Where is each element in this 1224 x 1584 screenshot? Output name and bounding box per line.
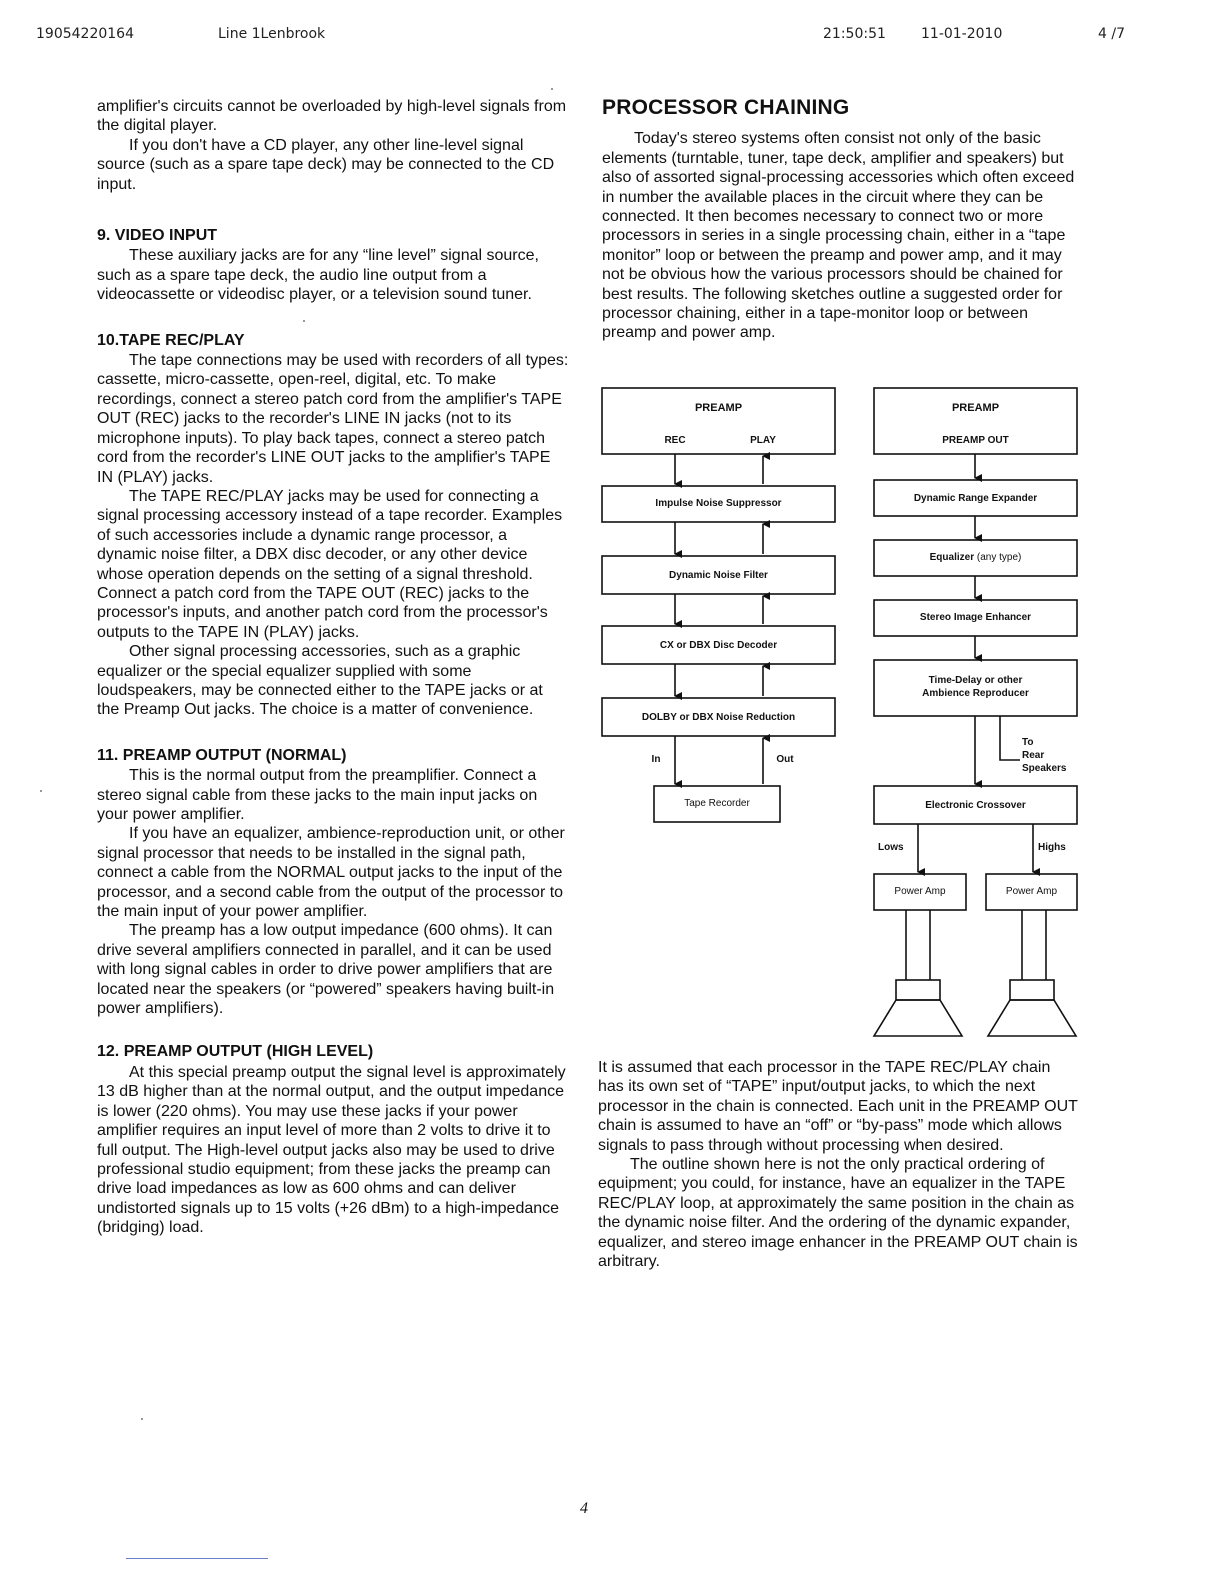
speaker-right-cone [988,1000,1076,1036]
speaker-left-magnet [896,980,940,1000]
intro-paragraph-2: If you don't have a CD player, any other line-level signal source (such as a spare tape deck) may be connected to the CD input. [97,136,555,193]
in-label: In [651,754,661,765]
fax-header [0,26,1224,46]
right-column [602,98,1080,343]
out-label: Out [776,754,794,765]
equalizer-name: Equalizer [929,552,975,563]
play-label: PLAY [750,435,776,446]
section-9-title: 9. VIDEO INPUT [97,227,218,245]
range-expander-label: Dynamic Range Expander [913,493,1038,504]
fax-line: Line 1Lenbrook [218,26,326,42]
processor-chaining-title: PROCESSOR CHAINING [602,96,850,119]
rec-label: REC [664,435,686,446]
section-11-paragraph-2: If you have an equalizer, ambience-reproduction unit, or other signal processor that needs to be installed in the signal path, connect a cable from the NORMAL output jacks to the input of the processor, and a second cable from the output of the processor to the main input of your power amplifier. [97,825,565,921]
lows-label: Lows [878,842,904,853]
processor-chaining-paragraph-2: It is assumed that each processor in the TAPE REC/PLAY chain has its own set of “TAPE” input/output jacks, to which the next processor in the chain is connected. Each unit in the PREAMP OUT chain is assumed to have an “off” or “by-pass” mode which allows signals to pass through without processing when desired. [598,1059,1078,1154]
page-number: 4 [580,1500,588,1517]
processor-chaining-paragraph-1: Today's stereo systems often consist not only of the basic elements (turntable, tuner, tape deck, amplifier and speakers) but also of assorted signal-processing accessories which often exceed in number the available places in the circuit where they can be connected. It then becomes necessary to connect two or more processors in series in a single processing chain, either in a “tape monitor” loop or between the preamp and power amp, and it may not be obvious how the various processors should be chained for best results. The following sketches outline a suggested order for processor chaining, either in a tape-monitor loop or between preamp and power amp. [602,130,1075,342]
noise-reduction-label: DOLBY or DBX Noise Reduction [641,712,796,723]
scan-speck [141,1418,143,1420]
section-11-title: 11. PREAMP OUTPUT (NORMAL) [97,746,347,764]
section-12-title: 12. PREAMP OUTPUT (HIGH LEVEL) [97,1043,374,1061]
image-enhancer-label: Stereo Image Enhancer [919,612,1032,623]
crossover-label: Electronic Crossover [925,800,1026,811]
right-column-bottom [598,1058,1078,1271]
section-10-paragraph-1: The tape connections may be used with recorders of all types: cassette, micro-cassette, open-reel, digital, etc. To make recordings, connect a stereo patch cord from the amplifier's TAPE OUT (REC) jacks to the recorder's LINE IN jacks (not to its microphone inputs). To play back tapes, connect a stereo patch cord from the recorder's LINE OUT jacks to the amplifier's TAPE IN (PLAY) jacks. [97,352,569,486]
speaker-left-cone [874,1000,962,1036]
disc-decoder-label: CX or DBX Disc Decoder [659,640,778,651]
to-label: To [1022,737,1034,748]
fax-page: 4 /7 [1098,26,1125,42]
rear-label: Rear [1022,750,1045,761]
equalizer-label [874,551,1077,564]
tape-preamp-box [602,388,835,454]
ambience-label-line-2: Ambience Reproducer [922,688,1029,699]
scan-speck [303,320,305,322]
section-10-paragraph-3: Other signal processing accessories, such as a graphic equalizer or the special equalizer supplied with some loudspeakers, may be connected either to the TAPE jacks or at the Preamp Out jacks. The choice is a matter of convenience. [97,643,543,719]
section-10-title: 10.TAPE REC/PLAY [97,331,245,349]
scan-speck [40,790,42,792]
section-9-paragraph: These auxiliary jacks are for any “line level” signal source, such as a spare tape deck, the audio line output from a videocassette or videodisc player, or a television sound tuner. [97,247,539,304]
tape-preamp-label: PREAMP [694,402,743,414]
processor-chaining-paragraph-3: The outline shown here is not the only practical ordering of equipment; you could, for instance, have an equalizer in the TAPE REC/PLAY loop, at approximately the same position in the chain as the dynamic noise filter. And the ordering of the dynamic expander, equalizer, and stereo image enhancer in the PREAMP OUT chain is arbitrary. [598,1156,1078,1271]
fax-date: 11-01-2010 [921,26,1003,42]
dynamic-noise-label: Dynamic Noise Filter [669,570,768,581]
section-11-paragraph-3: The preamp has a low output impedance (600 ohms). It can drive several amplifiers connected in parallel, and it can be used with long signal cables in order to drive power amplifiers that are located near the speakers (or “powered” speakers having built-in power amplifiers). [97,922,555,1018]
processor-chain-diagram [600,380,1082,1040]
fax-number: 19054220164 [36,26,134,42]
power-amp-left-label: Power Amp [894,886,946,897]
preamp-label: PREAMP [951,402,1000,414]
diagram-lines [600,380,1082,1040]
tape-recorder-label: Tape Recorder [684,798,750,809]
section-12-paragraph: At this special preamp output the signal level is approximately 13 dB higher than at the normal output, and the output impedance is lower (220 ohms). You may use these jacks if your power amplifier requires an input level of more than 2 volts to drive it to full output. The High-level output jacks also may be used to drive professional studio equipment; from these jacks the preamp can drive load impedances as low as 600 ohms and can deliver undistorted signals up to 15 volts (+26 dBm) to a high-impedance (bridging) load. [97,1063,566,1237]
power-amp-right-label: Power Amp [1005,886,1058,897]
scan-speck [551,88,553,90]
speakers-label: Speakers [1022,763,1067,774]
section-10-paragraph-2: The TAPE REC/PLAY jacks may be used for connecting a signal processing accessory instead of a tape recorder. Examples of such accessories include a dynamic range processor, a dynamic noise filter, a DBX disc decoder, or any other device whose operation depends on the setting of a signal threshold. Connect a patch cord from the TAPE OUT (REC) jacks to the processor's inputs, and another patch cord from the processor's outputs to the TAPE IN (PLAY) jacks. [97,487,563,641]
preamp-out-label: PREAMP OUT [942,435,1009,446]
intro-paragraph-1: amplifier's circuits cannot be overloaded by high-level signals from the digital player. [97,98,567,135]
highs-label: Highs [1038,842,1066,853]
left-column [97,97,569,1238]
impulse-noise-label: Impulse Noise Suppressor [655,498,782,509]
fax-time: 21:50:51 [823,26,886,42]
section-11-paragraph-1: This is the normal output from the preamplifier. Connect a stereo signal cable from these jacks to the main input jacks on your power amplifier. [97,767,538,823]
equalizer-note: (any type) [976,552,1022,563]
speaker-right-magnet [1010,980,1054,1000]
bottom-rule [126,1558,268,1559]
ambience-label-line-1: Time-Delay or other [928,675,1023,686]
